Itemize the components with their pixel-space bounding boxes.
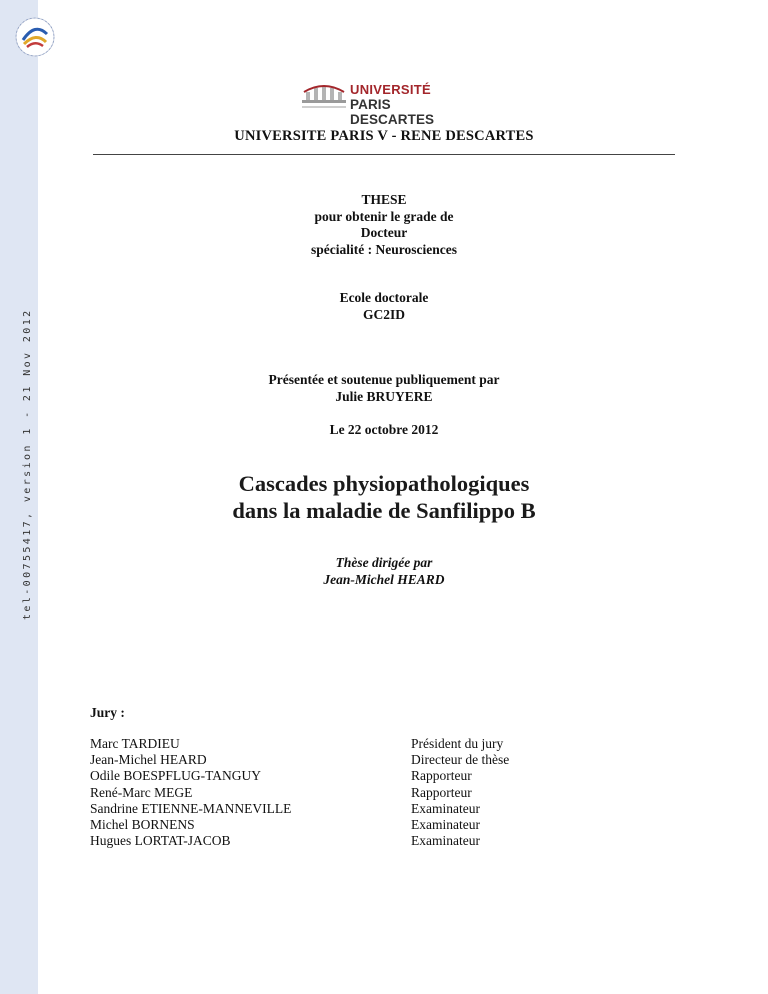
logo-line-paris-descartes: PARIS DESCARTES <box>350 97 435 127</box>
thesis-purpose: pour obtenir le grade de <box>314 208 454 224</box>
doctoral-school-name: GC2ID <box>362 306 405 322</box>
defense-date: Le 22 octobre 2012 <box>329 422 439 437</box>
author-name: Julie BRUYERE <box>335 388 433 404</box>
thesis-degree: Docteur <box>360 225 408 240</box>
jury-member-role: Examinateur <box>411 800 480 816</box>
jury-member-role: Rapporteur <box>411 784 472 800</box>
thesis-title-line1: Cascades physiopathologiques <box>238 471 530 496</box>
jury-member-role: Directeur de thèse <box>411 752 510 768</box>
jury-member-role: Examinateur <box>411 817 480 833</box>
thesis-type: THESE <box>361 192 407 207</box>
jury-roles-column <box>411 736 509 849</box>
header-divider <box>93 154 675 155</box>
doctoral-school-block <box>93 290 675 323</box>
jury-member-name: Marc TARDIEU <box>90 736 180 751</box>
university-heading: UNIVERSITE PARIS V - RENE DESCARTES <box>234 128 534 144</box>
university-emblem-icon <box>300 82 348 118</box>
hal-archive-logo-icon <box>14 16 56 58</box>
jury-member-name: Michel BORNENS <box>90 817 195 833</box>
thesis-specialty: spécialité : Neurosciences <box>311 241 457 257</box>
direction-label: Thèse dirigée par <box>335 555 433 570</box>
jury-member-name: Sandrine ETIENNE-MANNEVILLE <box>90 800 292 816</box>
thesis-title-line2: dans la maladie de Sanfilippo B <box>232 498 536 523</box>
jury-names-column <box>90 736 291 849</box>
doctoral-school-label: Ecole doctorale <box>339 290 429 305</box>
jury-member-name: Jean-Michel HEARD <box>90 752 207 768</box>
jury-member-role: Président du jury <box>411 736 504 751</box>
director-name: Jean-Michel HEARD <box>323 571 445 587</box>
jury-member-name: René-Marc MEGE <box>90 784 193 800</box>
university-logo <box>300 80 470 127</box>
logo-line-universite: UNIVERSITÉ <box>350 82 432 97</box>
direction-block <box>93 555 675 588</box>
thesis-block <box>93 192 675 258</box>
jury-member-role: Examinateur <box>411 833 480 849</box>
jury-member-role: Rapporteur <box>411 768 472 784</box>
hal-identifier: tel-00755417, version 1 - 21 Nov 2012 <box>22 308 33 620</box>
presentation-block <box>93 372 675 405</box>
jury-member-name: Odile BOESPFLUG-TANGUY <box>90 768 262 784</box>
jury-member-name: Hugues LORTAT-JACOB <box>90 833 231 849</box>
thesis-title <box>93 470 675 524</box>
jury-label: Jury : <box>90 705 125 720</box>
presentation-line: Présentée et soutenue publiquement par <box>268 372 500 387</box>
